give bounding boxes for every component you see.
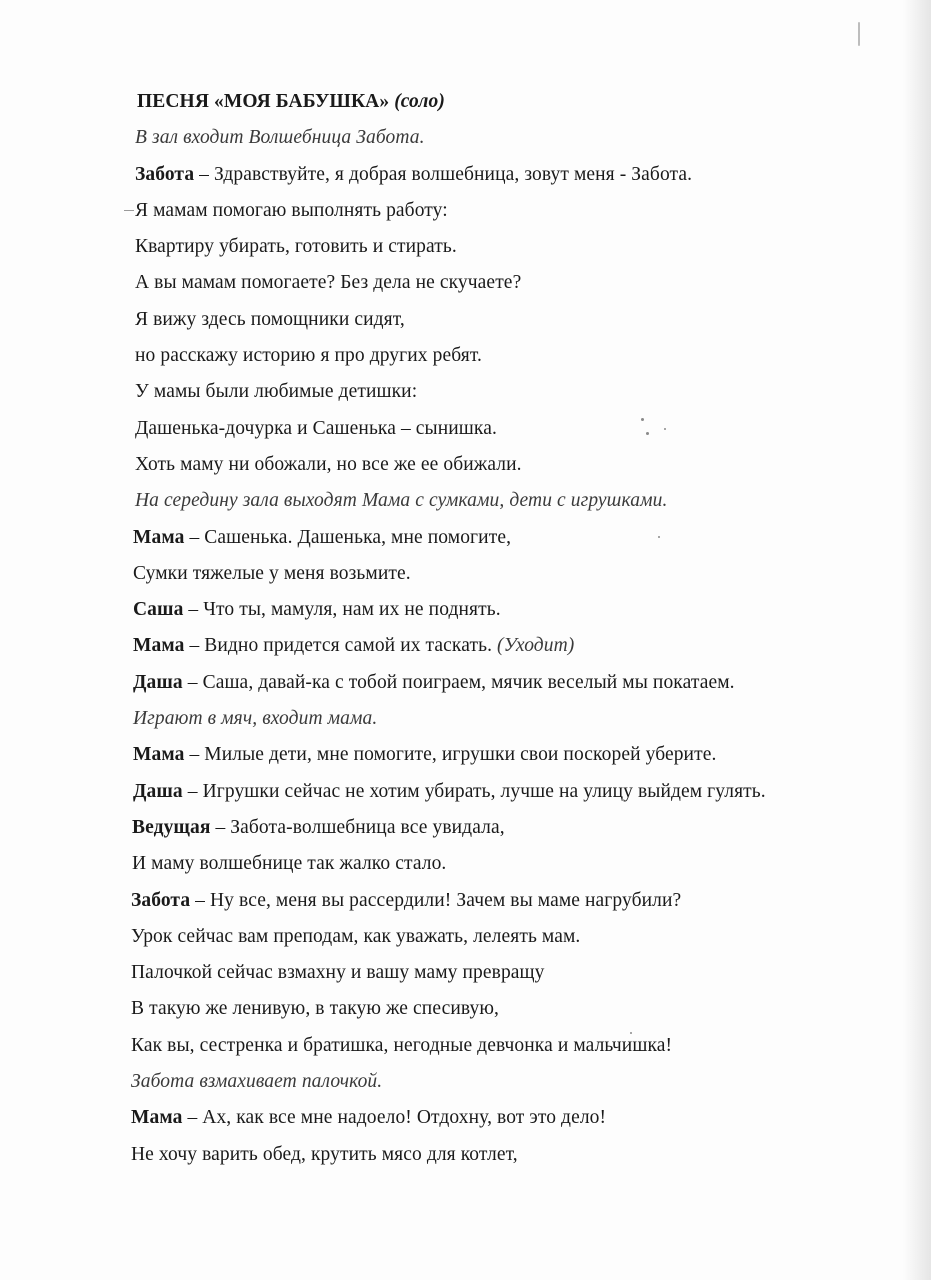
stage-direction: [131, 1064, 891, 1100]
scan-speck: [858, 22, 860, 46]
verse-line: [131, 556, 891, 592]
verse-line: [131, 846, 891, 882]
dialogue-line: [131, 592, 891, 628]
verse-text: Дашенька-дочурка и Сашенька – сынишка.: [135, 417, 497, 439]
stage-direction: [131, 701, 891, 737]
verse-text: Квартиру убирать, готовить и стирать.: [135, 236, 457, 258]
verse-line: [131, 919, 891, 955]
stage-direction: [131, 120, 891, 156]
speaker-name: Мама: [131, 1107, 183, 1129]
dialogue-text: – Здравствуйте, я добрая волшебница, зовут меня - Забота.: [194, 163, 693, 185]
stage-direction-text: Играют в мяч, входит мама.: [133, 708, 378, 730]
stage-direction-text: На середину зала выходят Мама с сумками, дети с игрушками.: [135, 490, 668, 512]
dialogue-text: – Игрушки сейчас не хотим убирать, лучше на улицу выйдем гулять.: [182, 780, 766, 802]
speaker-name: Ведущая: [132, 816, 211, 838]
verse-line: [131, 193, 891, 229]
speaker-name: Даша: [133, 671, 183, 693]
dialogue-text: – Забота-волшебница все увидала,: [210, 816, 505, 838]
dialogue-text: – Видно придется самой их таскать.: [184, 635, 498, 657]
verse-text: А вы мамам помогаете? Без дела не скучаете?: [135, 272, 522, 294]
verse-text: Я мамам помогаю выполнять работу:: [135, 199, 448, 221]
verse-line: [131, 338, 891, 374]
verse-text: В такую же ленивую, в такую же спесивую,: [131, 998, 499, 1020]
verse-line: [131, 991, 891, 1027]
speaker-name: Мама: [133, 526, 185, 548]
dialogue-line: [131, 774, 891, 810]
page-edge-shadow: [903, 0, 931, 1280]
dialogue-line: [131, 628, 891, 664]
speaker-name: Забота: [131, 889, 191, 911]
verse-line: [131, 1137, 891, 1173]
verse-text: Не хочу варить обед, крутить мясо для котлет,: [131, 1143, 518, 1165]
stage-direction: [131, 483, 891, 519]
dialogue-line: [131, 737, 891, 773]
dialogue-text: – Ах, как все мне надоело! Отдохну, вот это дело!: [182, 1107, 607, 1129]
dialogue-line: [131, 665, 891, 701]
verse-text: Как вы, сестренка и братишка, негодные девчонка и мальчишка!: [131, 1034, 673, 1056]
stage-direction-text: В зал входит Волшебница Забота.: [135, 127, 425, 149]
title-main: ПЕСНЯ «МОЯ БАБУШКА»: [137, 91, 395, 112]
verse-line: [131, 265, 891, 301]
dialogue-text: – Ну все, меня вы рассердили! Зачем вы маме нагрубили?: [190, 889, 682, 911]
dialogue-text: – Саша, давай-ка с тобой поиграем, мячик веселый мы покатаем.: [182, 671, 735, 693]
verse-text: Урок сейчас вам преподам, как уважать, лелеять мам.: [131, 925, 581, 947]
verse-text: Я вижу здесь помощники сидят,: [135, 308, 405, 330]
page-title: [131, 84, 891, 120]
speaker-name: Даша: [133, 780, 183, 802]
verse-text: но расскажу историю я про других ребят.: [135, 345, 482, 367]
speaker-name: Саша: [133, 599, 184, 621]
dialogue-line: [131, 520, 891, 556]
dialogue-line: [131, 1100, 891, 1136]
verse-line: [131, 955, 891, 991]
stage-direction-text: Забота взмахивает палочкой.: [131, 1071, 383, 1093]
verse-text: Палочкой сейчас взмахну и вашу маму превращу: [131, 962, 545, 984]
speaker-name: Забота: [135, 163, 195, 185]
verse-line: [131, 374, 891, 410]
verse-line: [131, 411, 891, 447]
speaker-name: Мама: [133, 635, 185, 657]
title-solo: (соло): [394, 91, 445, 112]
dialogue-line: [131, 157, 891, 193]
verse-text: Сумки тяжелые у меня возьмите.: [133, 562, 411, 584]
dialogue-line: [131, 810, 891, 846]
dialogue-text: – Милые дети, мне помогите, игрушки свои поскорей уберите.: [184, 744, 717, 766]
verse-line: [131, 1028, 891, 1064]
verse-text: У мамы были любимые детишки:: [135, 381, 418, 403]
script-text: [131, 84, 891, 1173]
dialogue-line: [131, 883, 891, 919]
dialogue-text: – Что ты, мамуля, нам их не поднять.: [183, 599, 501, 621]
speaker-name: Мама: [133, 744, 185, 766]
verse-line: [131, 229, 891, 265]
verse-text: И маму волшебнице так жалко стало.: [132, 853, 447, 875]
verse-line: [131, 447, 891, 483]
dialogue-text: – Сашенька. Дашенька, мне помогите,: [184, 526, 512, 548]
verse-text: Хоть маму ни обожали, но все же ее обижали.: [135, 453, 522, 475]
stage-note: (Уходит): [497, 635, 575, 657]
verse-line: [131, 302, 891, 338]
